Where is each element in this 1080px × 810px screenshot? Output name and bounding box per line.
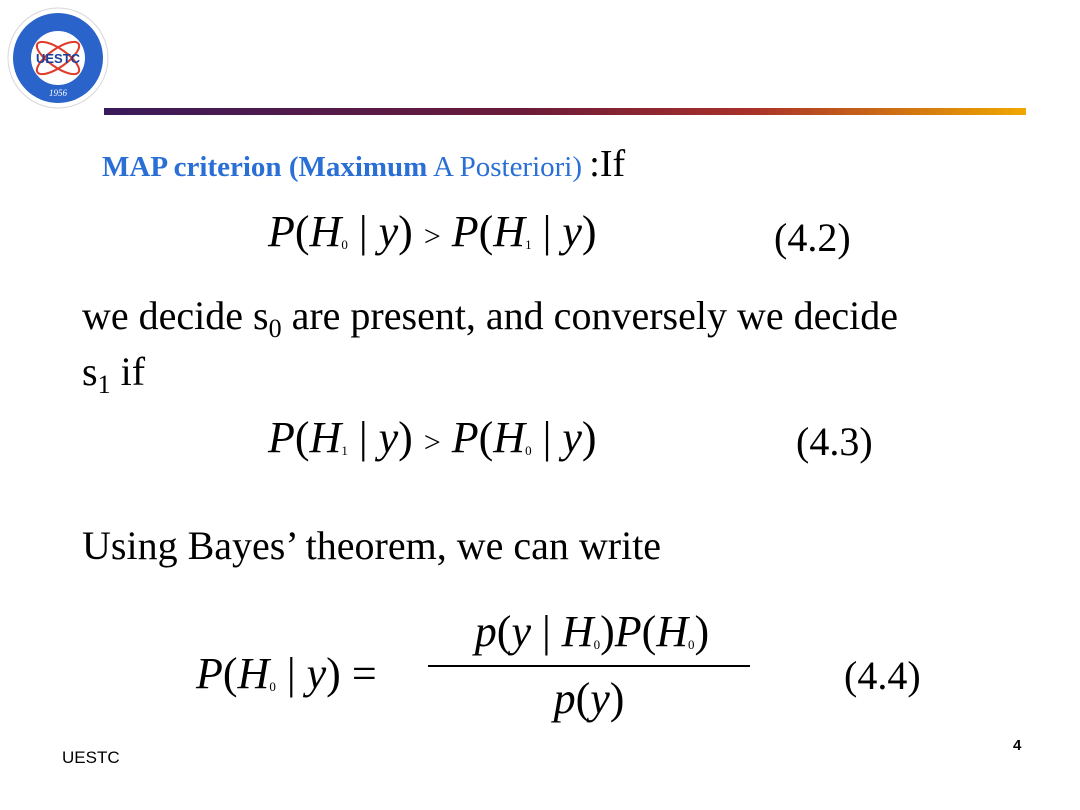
equation-number-4-3: (4.3) [796,419,873,464]
equation-4-4-fraction [428,606,750,724]
equation-number-4-4: (4.4) [844,653,921,698]
equation-number-4-2: (4.2) [774,215,851,260]
uestc-seal-logo [4,6,112,110]
bayes-text: Using Bayes’ theorem, we can write [82,523,662,568]
title-tail: :If [589,143,626,185]
title-bold: MAP criterion (Maximum [102,151,428,183]
equation-4-4 [196,606,756,738]
body-line-2: $s_1$ if [82,349,146,399]
logo-year: 1956 [49,88,67,98]
fraction-bar [428,665,750,667]
logo-text: UESTC [35,51,81,66]
title-plain: A Posteriori) [433,151,583,183]
equation-4-4-lhs: $P(H_0$ | y) = [196,649,377,698]
slide-title [102,142,625,186]
header-divider-bar [104,108,1026,115]
footer-org: UESTC [62,748,120,767]
fraction-numerator: p(y | $H_0)P(H_0)$ [474,607,710,656]
page-number: 4 [1013,737,1022,754]
body-line-1: we decide $s_0$ are present, and conversely we decide [82,293,898,343]
fraction-denominator: p(y) [553,674,625,723]
equation-4-2: $P(H_0$ | $y) > P(H_1$ | y) [268,207,597,256]
equation-4-3: $P(H_1$ | $y) > P(H_0$ | y) [268,413,597,462]
